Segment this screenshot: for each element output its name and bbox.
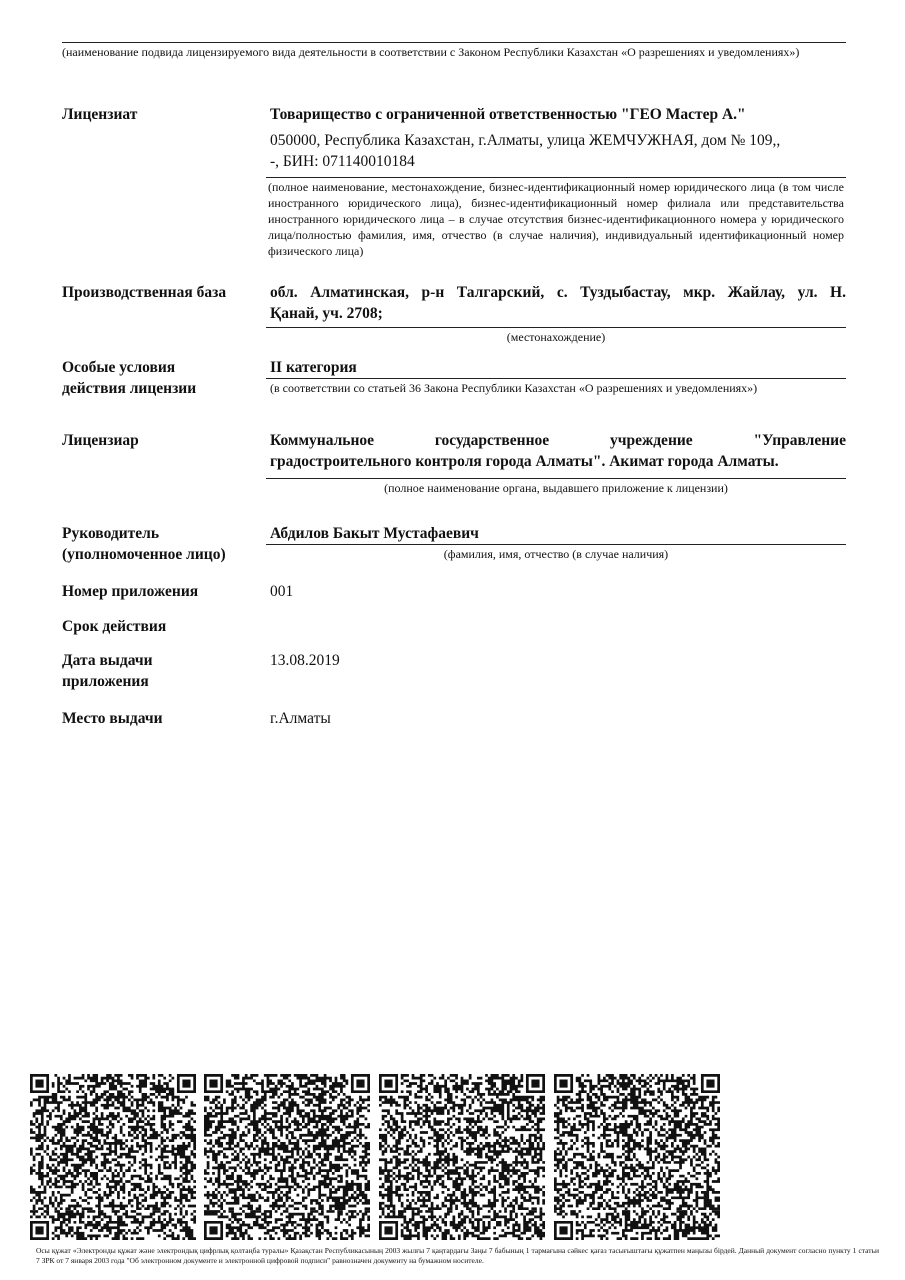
issue-date-label-line1: Дата выдачи <box>62 652 153 669</box>
qr-code-2 <box>204 1074 370 1240</box>
licensor-line1: Коммунальное государственное учреждение "Управление <box>270 432 846 449</box>
qr-code-4 <box>554 1074 720 1240</box>
licensee-address-line2: -, БИН: 071140010184 <box>270 153 415 170</box>
licensee-rule <box>266 177 846 178</box>
header-note: (наименование подвида лицензируемого вида деятельности в соответствии с Законом Республики Казахстан «О разрешениях и уведомлениях») <box>62 45 800 59</box>
qr-modules <box>204 1074 370 1240</box>
appendix-number-value: 001 <box>270 583 294 600</box>
special-conditions-rule <box>266 378 846 379</box>
special-conditions-label-line1: Особые условия <box>62 359 176 376</box>
head-label-line2: (уполномоченное лицо) <box>62 546 226 563</box>
production-base-rule <box>266 327 846 328</box>
licensor-label: Лицензиар <box>62 432 139 449</box>
head-note: (фамилия, имя, отчество (в случае наличия) <box>443 547 669 561</box>
licensor-rule <box>266 478 846 479</box>
licensee-address-line1: 050000, Республика Казахстан, г.Алматы, улица ЖЕМЧУЖНАЯ, дом № 109,, <box>270 132 781 149</box>
production-base-line2: Қанай, уч. 2708; <box>270 305 383 322</box>
licensee-name: Товарищество с ограниченной ответственностью "ГЕО Мастер А." <box>270 106 746 123</box>
footer-legal-note: Осы құжат «Электронды құжат және электрондық цифрлық қолтаңба туралы» Қазақстан Республикасының 2003 жылғы 7 қаңтардағы Заңы 7 бабының 1 тармағына сәйкес қағаз тасығыштағы құжатпен маңызы бірдей. Данный документ согласно пункту 1 статьи 7 ЗРК от 7 января 2003 года "Об электронном документе и электронной цифровой подписи" равнозначен документу на бумажном носителе. <box>36 1246 879 1265</box>
production-base-label: Производственная база <box>62 284 227 301</box>
qr-pattern <box>204 1074 370 1240</box>
issue-place-value: г.Алматы <box>270 710 331 727</box>
head-rule <box>266 544 846 545</box>
head-value: Абдилов Бакыт Мустафаевич <box>270 525 479 542</box>
top-rule <box>62 42 846 43</box>
production-base-line1: обл. Алматинская, р-н Талгарский, с. Туздыбастау, мкр. Жайлау, ул. Н. <box>270 284 846 301</box>
issue-date-value: 13.08.2019 <box>270 652 340 669</box>
licensor-note: (полное наименование органа, выдавшего приложение к лицензии) <box>384 481 728 495</box>
licensee-label: Лицензиат <box>62 106 138 123</box>
qr-pattern <box>379 1074 545 1240</box>
licensor-line2: градостроительного контроля города Алматы". Акимат города Алматы. <box>270 453 779 470</box>
qr-pattern <box>554 1074 720 1240</box>
issue-date-label-line2: приложения <box>62 673 149 690</box>
production-base-note: (местонахождение) <box>506 330 606 344</box>
validity-label: Срок действия <box>62 618 167 635</box>
special-conditions-label-line2: действия лицензии <box>62 380 197 397</box>
appendix-number-label: Номер приложения <box>62 583 199 600</box>
qr-code-3 <box>379 1074 545 1240</box>
licensee-note: (полное наименование, местонахождение, бизнес-идентификационный номер юридического лица (в том числе иностранного юридического лица), бизнес-идентификационный номер филиала или представительства иностранного юридического лица – в случае отсутствия бизнес-идентификационного номера у юридического лица/полностью фамилия, имя, отчество (в случае наличия), индивидуальный идентификационный номер физического лица) <box>268 180 844 258</box>
qr-code-1 <box>30 1074 196 1240</box>
qr-modules <box>554 1074 720 1240</box>
qr-modules <box>379 1074 545 1240</box>
issue-place-label: Место выдачи <box>62 710 163 727</box>
special-conditions-value: II категория <box>270 359 357 376</box>
qr-pattern <box>30 1074 196 1240</box>
special-conditions-note: (в соответствии со статьей 36 Закона Республики Казахстан «О разрешениях и уведомлениях») <box>270 381 758 395</box>
head-label-line1: Руководитель <box>62 525 160 542</box>
qr-modules <box>30 1074 196 1240</box>
